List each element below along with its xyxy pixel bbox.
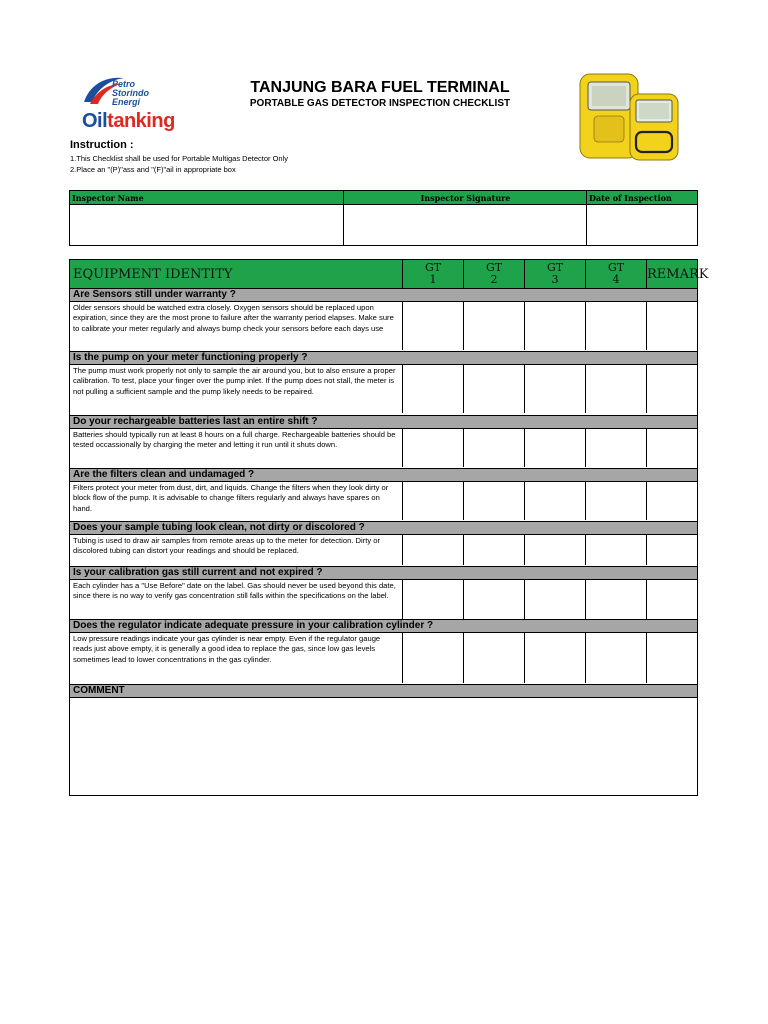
remark-header: REMARK: [646, 260, 697, 289]
svg-text:Energi: Energi: [112, 97, 141, 107]
checklist-table: [69, 259, 709, 796]
oiltanking-logo: Oiltanking: [82, 110, 175, 132]
question-label: Is your calibration gas still current and not expired ?: [70, 566, 697, 580]
gt-2-check-cell[interactable]: [464, 634, 524, 683]
question-description: Filters protect your meter from dust, dirt, and liquids. Change the filters when they look dirty or block flow of the pump. It is advisable to change filters regularly and always have spares on hand.: [73, 483, 389, 513]
gt-1-check-cell[interactable]: [403, 581, 463, 620]
gt-2-check-cell[interactable]: [464, 581, 524, 620]
gt-4-check-cell[interactable]: [586, 581, 646, 620]
inspector-table: [69, 190, 698, 246]
instruction-line-2: 2.Place an "(P)"ass and "(F)"ail in appropriate box: [70, 165, 236, 174]
gt-4-header: GT 4: [585, 260, 646, 289]
gt-1-check-cell[interactable]: [403, 483, 463, 520]
gt-1-check-cell[interactable]: [403, 303, 463, 350]
gt-1-check-cell[interactable]: [403, 430, 463, 467]
instruction-title: Instruction :: [70, 139, 134, 151]
question-label: Does your sample tubing look clean, not dirty or discolored ?: [70, 521, 697, 535]
question-label: Do your rechargeable batteries last an entire shift ?: [70, 415, 697, 429]
remark-cell[interactable]: [647, 366, 697, 413]
gt-3-check-cell[interactable]: [525, 430, 585, 467]
remark-cell[interactable]: [647, 581, 697, 620]
comment-field[interactable]: [70, 698, 697, 795]
equipment-identity-header: EQUIPMENT IDENTITY: [73, 267, 233, 282]
page-title: TANJUNG BARA FUEL TERMINAL: [250, 79, 510, 96]
question-description: Each cylinder has a "Use Before" date on the label. Gas should never be used beyond this date, since there is no way to verify gas concentration still falls within the specifications on the label.: [73, 581, 396, 601]
gt-3-check-cell[interactable]: [525, 536, 585, 565]
question-description: Batteries should typically run at least 8 hours on a full charge. Rechargeable batteries should be tested occassionally by charging the meter and letting it run until it shuts down.: [73, 430, 396, 450]
inspector-signature-field[interactable]: [344, 205, 586, 245]
gt-2-check-cell[interactable]: [464, 536, 524, 565]
svg-text:Petro: Petro: [112, 79, 136, 89]
gt-1-header: GT 1: [402, 260, 463, 289]
remark-cell[interactable]: [647, 483, 697, 520]
gt-4-check-cell[interactable]: [586, 536, 646, 565]
question-description: The pump must work properly not only to sample the air around you, but to also ensure a proper calibration. To test, place your finger over the pump inlet. If the pump does not stall, the meter is not pulling a sufficient sample and the pump likely needs to be repaired.: [73, 366, 396, 396]
question-description: Older sensors should be watched extra closely. Oxygen sensors should be replaced upon expiration, since they are the most prone to failure after the warranty period elapses. Make sure to calibrate your meter regularly and always bump check your sensors before each days use: [73, 303, 394, 333]
inspector-name-field[interactable]: [70, 205, 343, 245]
page-subtitle: PORTABLE GAS DETECTOR INSPECTION CHECKLIST: [249, 98, 511, 109]
gt-1-check-cell[interactable]: [403, 366, 463, 413]
remark-cell[interactable]: [647, 430, 697, 467]
gt-3-check-cell[interactable]: [525, 634, 585, 683]
gt-2-check-cell[interactable]: [464, 366, 524, 413]
question-description: Low pressure readings indicate your gas cylinder is near empty. Even if the regulator gauge reads just above empty, it is generally a good idea to replace the gas, since low gas levels sometimes lead to lower concentrations in the gas cylinder.: [73, 634, 381, 664]
question-label: Is the pump on your meter functioning properly ?: [70, 351, 697, 365]
gt-2-check-cell[interactable]: [464, 303, 524, 350]
remark-cell[interactable]: [647, 536, 697, 565]
remark-cell[interactable]: [647, 303, 697, 350]
date-of-inspection-field[interactable]: [587, 205, 697, 245]
question-description: Tubing is used to draw air samples from remote areas up to the meter for detection. Dirty or discolored tubing can distort your readings and should be replaced.: [73, 536, 380, 556]
gas-detector-devices-icon: [572, 70, 684, 164]
gt-4-check-cell[interactable]: [586, 303, 646, 350]
gt-4-check-cell[interactable]: [586, 483, 646, 520]
question-label: Are the filters clean and undamaged ?: [70, 468, 697, 482]
gt-3-check-cell[interactable]: [525, 581, 585, 620]
gt-1-check-cell[interactable]: [403, 536, 463, 565]
gt-2-header: GT 2: [463, 260, 524, 289]
date-of-inspection-header: Date of Inspection: [587, 191, 697, 205]
gt-1-check-cell[interactable]: [403, 634, 463, 683]
svg-text:Storindo: Storindo: [112, 88, 149, 98]
gt-4-check-cell[interactable]: [586, 430, 646, 467]
question-label: Does the regulator indicate adequate pressure in your calibration cylinder ?: [70, 619, 697, 633]
gt-2-check-cell[interactable]: [464, 430, 524, 467]
inspector-name-header: Inspector Name: [70, 191, 344, 205]
gt-3-check-cell[interactable]: [525, 303, 585, 350]
gt-3-check-cell[interactable]: [525, 483, 585, 520]
gt-3-check-cell[interactable]: [525, 366, 585, 413]
comment-label: COMMENT: [70, 684, 697, 698]
checklist-header-row: [70, 260, 709, 290]
question-label: Are Sensors still under warranty ?: [70, 288, 697, 302]
gt-4-check-cell[interactable]: [586, 366, 646, 413]
petro-storindo-logo-icon: [80, 72, 180, 112]
instruction-line-1: 1.This Checklist shall be used for Portable Multigas Detector Only: [70, 154, 289, 163]
remark-cell[interactable]: [647, 634, 697, 683]
gt-2-check-cell[interactable]: [464, 483, 524, 520]
gt-4-check-cell[interactable]: [586, 634, 646, 683]
inspector-signature-header: Inspector Signature: [344, 191, 587, 205]
gt-3-header: GT 3: [524, 260, 585, 289]
